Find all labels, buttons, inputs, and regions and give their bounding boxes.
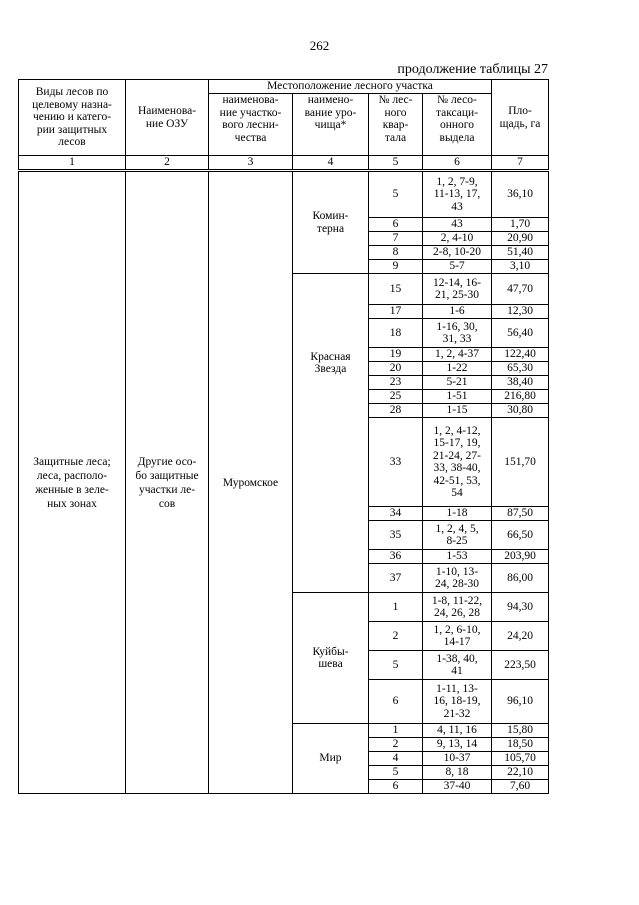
plot-number-cell: 1, 2, 7-9, 11-13, 17, 43 xyxy=(423,171,492,218)
column-number: 6 xyxy=(423,156,492,171)
plot-number-cell: 1-53 xyxy=(423,550,492,564)
area-cell: 3,10 xyxy=(492,260,549,274)
plot-number-cell: 8, 18 xyxy=(423,766,492,780)
quarter-number-cell: 2 xyxy=(369,622,423,651)
area-cell: 15,80 xyxy=(492,724,549,738)
table-body xyxy=(19,171,549,794)
quarter-number-cell: 8 xyxy=(369,246,423,260)
area-cell: 30,80 xyxy=(492,404,549,418)
area-cell: 87,50 xyxy=(492,507,549,521)
area-cell: 86,00 xyxy=(492,564,549,593)
quarter-number-cell: 6 xyxy=(369,680,423,724)
header-forest-category: Виды лесов по целевому назна- чению и катего- рии защитных лесов xyxy=(19,80,126,156)
area-cell: 65,30 xyxy=(492,362,549,376)
plot-number-cell: 1-11, 13- 16, 18-19, 21-32 xyxy=(423,680,492,724)
quarter-number-cell: 15 xyxy=(369,274,423,305)
tract-name-cell: Мир xyxy=(293,724,369,794)
quarter-number-cell: 1 xyxy=(369,724,423,738)
quarter-number-cell: 19 xyxy=(369,348,423,362)
forest-category-cell: Защитные леса; леса, располо- женные в зеле- ных зонах xyxy=(19,171,126,794)
quarter-number-cell: 9 xyxy=(369,260,423,274)
quarter-number-cell: 4 xyxy=(369,752,423,766)
area-cell: 122,40 xyxy=(492,348,549,362)
area-cell: 24,20 xyxy=(492,622,549,651)
tract-name-cell: Куйбы- шева xyxy=(293,593,369,724)
header-area: Пло- щадь, га xyxy=(492,80,549,156)
quarter-number-cell: 23 xyxy=(369,376,423,390)
quarter-number-cell: 20 xyxy=(369,362,423,376)
area-cell: 18,50 xyxy=(492,738,549,752)
plot-number-cell: 1-8, 11-22, 24, 26, 28 xyxy=(423,593,492,622)
quarter-number-cell: 17 xyxy=(369,305,423,319)
quarter-number-cell: 25 xyxy=(369,390,423,404)
header-forestry-name: наименова- ние участко- вого лесни- чества xyxy=(209,94,293,156)
column-number-row xyxy=(19,156,549,171)
area-cell: 203,90 xyxy=(492,550,549,564)
area-cell: 1,70 xyxy=(492,218,549,232)
plot-number-cell: 9, 13, 14 xyxy=(423,738,492,752)
plot-number-cell: 1, 2, 6-10, 14-17 xyxy=(423,622,492,651)
header-tract-name: наимено- вание уро- чища* xyxy=(293,94,369,156)
column-number: 2 xyxy=(126,156,209,171)
column-number: 3 xyxy=(209,156,293,171)
header-quarter-number: № лес- ного квар- тала xyxy=(369,94,423,156)
plot-number-cell: 2, 4-10 xyxy=(423,232,492,246)
plot-number-cell: 4, 11, 16 xyxy=(423,724,492,738)
plot-number-cell: 1, 2, 4-12, 15-17, 19, 21-24, 27- 33, 38-40, 42-51, 53, 54 xyxy=(423,418,492,507)
plot-number-cell: 1, 2, 4-37 xyxy=(423,348,492,362)
plot-number-cell: 1-15 xyxy=(423,404,492,418)
quarter-number-cell: 28 xyxy=(369,404,423,418)
tract-name-cell: Комин- терна xyxy=(293,171,369,274)
plot-number-cell: 1, 2, 4, 5, 8-25 xyxy=(423,521,492,550)
plot-number-cell: 12-14, 16- 21, 25-30 xyxy=(423,274,492,305)
plot-number-cell: 43 xyxy=(423,218,492,232)
plot-number-cell: 5-7 xyxy=(423,260,492,274)
area-cell: 216,80 xyxy=(492,390,549,404)
area-cell: 151,70 xyxy=(492,418,549,507)
area-cell: 47,70 xyxy=(492,274,549,305)
plot-number-cell: 1-51 xyxy=(423,390,492,404)
plot-number-cell: 37-40 xyxy=(423,780,492,794)
quarter-number-cell: 6 xyxy=(369,780,423,794)
quarter-number-cell: 2 xyxy=(369,738,423,752)
area-cell: 38,40 xyxy=(492,376,549,390)
area-cell: 96,10 xyxy=(492,680,549,724)
table-row xyxy=(19,171,549,218)
column-number: 1 xyxy=(19,156,126,171)
quarter-number-cell: 34 xyxy=(369,507,423,521)
column-number: 7 xyxy=(492,156,549,171)
ozu-name-cell: Другие осо- бо защитные участки ле- сов xyxy=(126,171,209,794)
column-number: 4 xyxy=(293,156,369,171)
header-plot-number: № лесо- таксаци- онного выдела xyxy=(423,94,492,156)
area-cell: 20,90 xyxy=(492,232,549,246)
quarter-number-cell: 33 xyxy=(369,418,423,507)
header-location-group: Местоположение лесного участка xyxy=(209,80,492,94)
area-cell: 105,70 xyxy=(492,752,549,766)
area-cell: 56,40 xyxy=(492,319,549,348)
area-cell: 7,60 xyxy=(492,780,549,794)
area-cell: 22,10 xyxy=(492,766,549,780)
quarter-number-cell: 18 xyxy=(369,319,423,348)
forestry-name-cell: Муромское xyxy=(209,171,293,794)
plot-number-cell: 10-37 xyxy=(423,752,492,766)
area-cell: 66,50 xyxy=(492,521,549,550)
plot-number-cell: 1-10, 13- 24, 28-30 xyxy=(423,564,492,593)
plot-number-cell: 1-16, 30, 31, 33 xyxy=(423,319,492,348)
area-cell: 223,50 xyxy=(492,651,549,680)
tract-name-cell: Красная Звезда xyxy=(293,274,369,593)
area-cell: 12,30 xyxy=(492,305,549,319)
plot-number-cell: 2-8, 10-20 xyxy=(423,246,492,260)
quarter-number-cell: 1 xyxy=(369,593,423,622)
page-number: 262 xyxy=(309,38,330,53)
plot-number-cell: 1-6 xyxy=(423,305,492,319)
quarter-number-cell: 5 xyxy=(369,171,423,218)
quarter-number-cell: 36 xyxy=(369,550,423,564)
column-number: 5 xyxy=(369,156,423,171)
plot-number-cell: 1-38, 40, 41 xyxy=(423,651,492,680)
area-cell: 51,40 xyxy=(492,246,549,260)
quarter-number-cell: 35 xyxy=(369,521,423,550)
area-cell: 36,10 xyxy=(492,171,549,218)
quarter-number-cell: 5 xyxy=(369,766,423,780)
quarter-number-cell: 5 xyxy=(369,651,423,680)
area-cell: 94,30 xyxy=(492,593,549,622)
quarter-number-cell: 37 xyxy=(369,564,423,593)
table-continuation-label: продолжение таблицы 27 xyxy=(397,62,548,77)
plot-number-cell: 5-21 xyxy=(423,376,492,390)
plot-number-cell: 1-18 xyxy=(423,507,492,521)
header-ozu-name: Наименова- ние ОЗУ xyxy=(126,80,209,156)
quarter-number-cell: 6 xyxy=(369,218,423,232)
quarter-number-cell: 7 xyxy=(369,232,423,246)
plot-number-cell: 1-22 xyxy=(423,362,492,376)
forest-plots-table xyxy=(18,79,549,794)
